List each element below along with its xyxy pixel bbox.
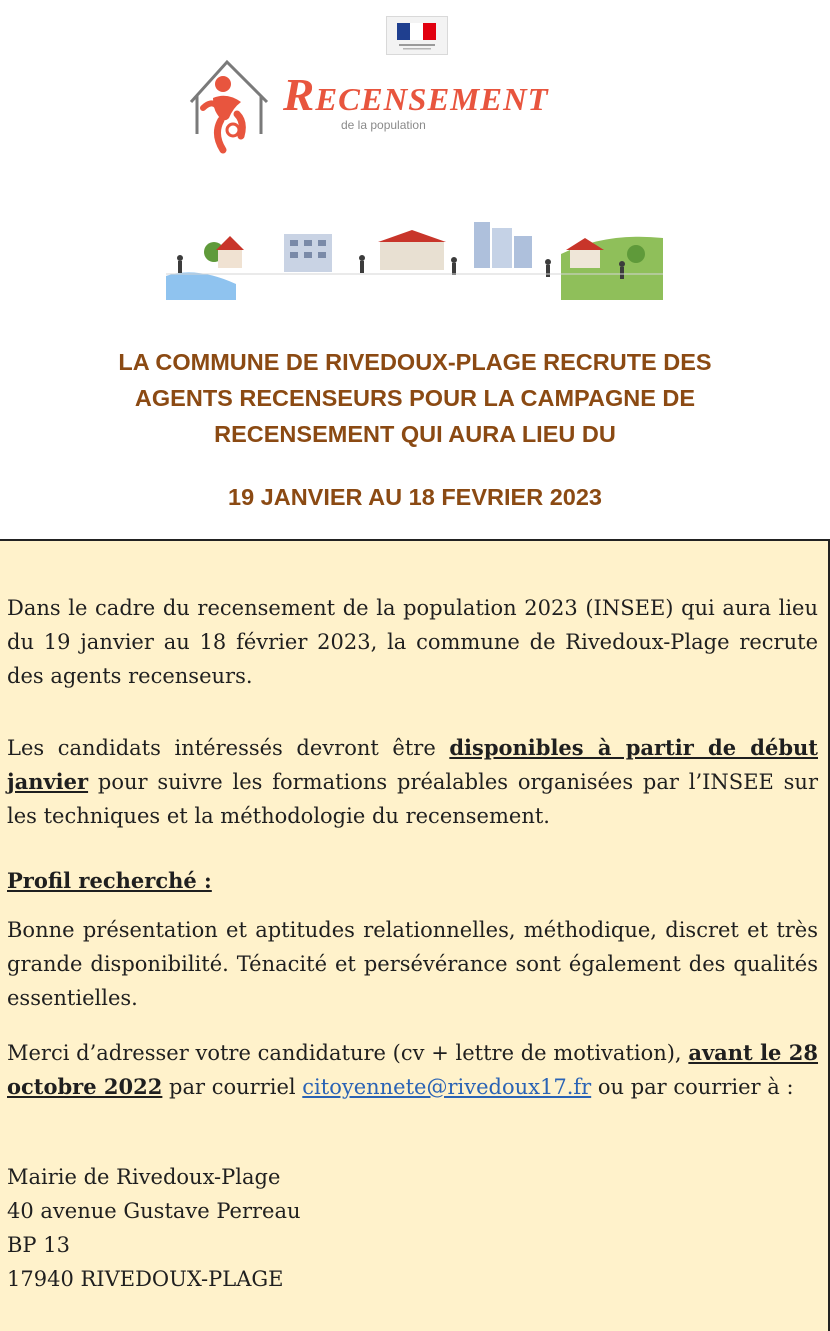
address-line-3: BP 13	[7, 1233, 70, 1257]
logo-subtitle: de la population	[341, 118, 426, 132]
profile-text: Bonne présentation et aptitudes relationnelles, méthodique, discret et très grande disponibilité. Ténacité et persévérance sont également des qualités essentielles.	[7, 918, 818, 1010]
tricolor-flag-icon	[387, 17, 447, 54]
application-text-start: Merci d’adresser votre candidature (cv + lettre de motivation),	[7, 1041, 689, 1065]
context-paragraph	[7, 591, 818, 693]
application-text-end: ou par courrier à :	[591, 1075, 794, 1099]
address-line-4: 17940 RIVEDOUX-PLAGE	[7, 1267, 284, 1291]
availability-paragraph	[7, 731, 818, 833]
headline-line-3: RECENSEMENT QUI AURA LIEU DU	[214, 421, 616, 447]
recensement-logo	[183, 54, 663, 160]
availability-text-start: Les candidats intéressés devront être	[7, 736, 450, 760]
town-illustration	[166, 214, 663, 300]
house-person-icon	[183, 54, 283, 160]
context-text: Dans le cadre du recensement de la population 2023 (INSEE) qui aura lieu du 19 janvier au 18 février 2023, la commune de Rivedoux-Plage recrute des agents recenseurs.	[7, 596, 818, 688]
address-line-2: 40 avenue Gustave Perreau	[7, 1199, 301, 1223]
profile-paragraph	[7, 913, 818, 1015]
headline-line-1: LA COMMUNE DE RIVEDOUX-PLAGE RECRUTE DES	[118, 349, 712, 375]
profile-heading	[7, 864, 818, 898]
headline-line-2: AGENTS RECENSEURS POUR LA CAMPAGNE DE	[134, 385, 696, 411]
headline	[20, 344, 810, 452]
availability-emphasis: disponibles à partir de début janvier	[7, 735, 818, 794]
republique-francaise-logo	[386, 16, 448, 55]
postal-address	[7, 1160, 818, 1296]
deadline-emphasis: avant le 28 octobre 2022	[7, 1040, 819, 1099]
profile-heading-text: Profil recherché :	[7, 868, 212, 893]
logo-wordmark: Recensement	[283, 69, 549, 120]
address-line-1: Mairie de Rivedoux-Plage	[7, 1165, 281, 1189]
application-paragraph	[7, 1036, 818, 1104]
application-text-mid: par courriel	[162, 1075, 303, 1099]
campaign-dates: 19 JANVIER AU 18 FEVRIER 2023	[228, 484, 602, 510]
email-link[interactable]: citoyennete@rivedoux17.fr	[302, 1075, 592, 1099]
availability-text-end: pour suivre les formations préalables organisées par l’INSEE sur les techniques et la méthodologie du recensement.	[7, 770, 818, 828]
